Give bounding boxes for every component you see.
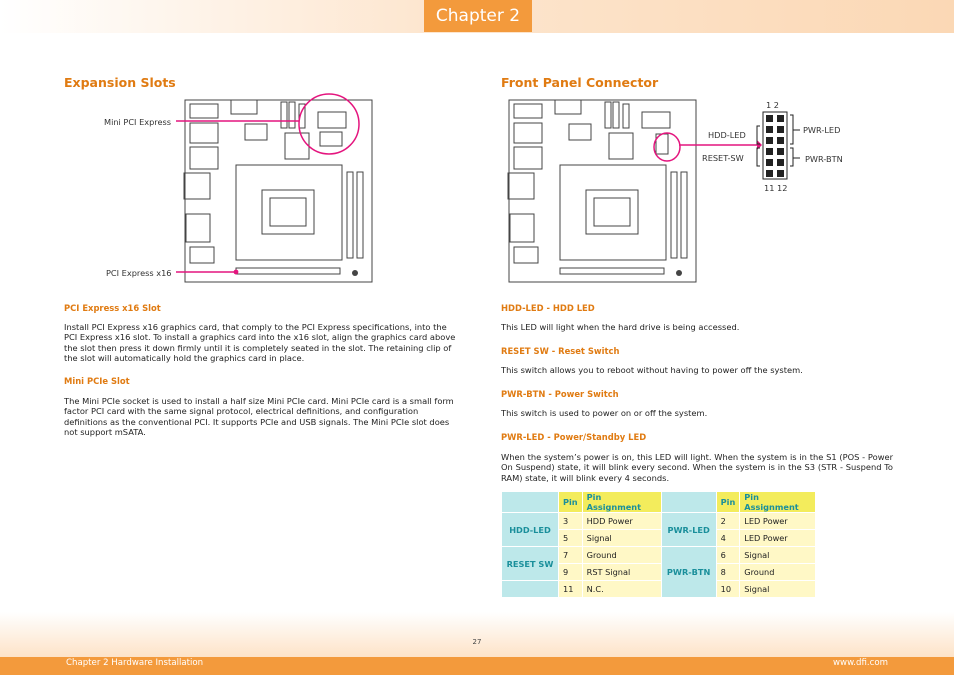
pin-label-top: 1 2: [766, 100, 780, 110]
pcie-x16-text: Install PCI Express x16 graphics card, that comply to the PCI Express specifications, into the PCI Express x16 slot. To install a graphics card into the x16 slot, align the graphics card above the slot then press it down firmly until it is completely seated in the slot. The retaining clip of the slot will automatically hold the graphics card in place.: [64, 322, 456, 364]
pwr-led-text: When the system’s power is on, this LED will light. When the system is in the S1 (POS - Power On Suspend) state, it will blink every second. When the system is in the S3 (STR - Suspend To RAM) state, it will blink every 4 seconds.: [501, 452, 893, 483]
front-panel-title: Front Panel Connector: [501, 75, 659, 90]
label-reset-sw: RESET-SW: [702, 153, 744, 163]
group-pwr-led: PWR-LED: [661, 513, 716, 547]
label-hdd-led: HDD-LED: [708, 130, 746, 140]
chapter-tab: Chapter 2: [424, 0, 532, 32]
group-pwr-btn: PWR-BTN: [661, 547, 716, 598]
label-pwr-led: PWR-LED: [803, 125, 841, 135]
assignment-cell: N.C.: [582, 581, 661, 598]
pwr-btn-text: This switch is used to power on or off the system.: [501, 408, 708, 418]
group-reset-sw: RESET SW: [502, 547, 559, 581]
pin-cell: 11: [559, 581, 583, 598]
pwr-led-heading: PWR-LED - Power/Standby LED: [501, 432, 647, 442]
pcie-x16-heading: PCI Express x16 Slot: [64, 303, 161, 313]
pin-assignment-table: [501, 491, 816, 598]
pwr-btn-heading: PWR-BTN - Power Switch: [501, 389, 619, 399]
header-blank: [661, 492, 716, 513]
assignment-cell: LED Power: [740, 530, 816, 547]
callout-pci-express-x16: PCI Express x16: [106, 268, 172, 278]
reset-sw-heading: RESET SW - Reset Switch: [501, 346, 620, 356]
pin-cell: 2: [716, 513, 740, 530]
group-blank: [502, 581, 559, 598]
hdd-led-text: This LED will light when the hard drive is being accessed.: [501, 322, 740, 332]
table-row: [502, 581, 816, 598]
page-number: 27: [472, 638, 482, 646]
label-pwr-btn: PWR-BTN: [805, 154, 843, 164]
assignment-cell: HDD Power: [582, 513, 661, 530]
footer-website-link[interactable]: www.dfi.com: [833, 658, 888, 668]
table-row: [502, 547, 816, 564]
hdd-led-heading: HDD-LED - HDD LED: [501, 303, 595, 313]
reset-sw-text: This switch allows you to reboot without having to power off the system.: [501, 365, 803, 375]
mini-pcie-heading: Mini PCIe Slot: [64, 376, 130, 386]
group-hdd-led: HDD-LED: [502, 513, 559, 547]
expansion-slots-title: Expansion Slots: [64, 75, 176, 90]
header-assignment: Pin Assignment: [582, 492, 661, 513]
pin-cell: 8: [716, 564, 740, 581]
callout-mini-pci-express: Mini PCI Express: [104, 117, 172, 127]
header-assignment: Pin Assignment: [740, 492, 816, 513]
pin-cell: 5: [559, 530, 583, 547]
header-pin: Pin: [716, 492, 740, 513]
pin-cell: 6: [716, 547, 740, 564]
header-blank: [502, 492, 559, 513]
pin-cell: 4: [716, 530, 740, 547]
pin-cell: 7: [559, 547, 583, 564]
pin-cell: 10: [716, 581, 740, 598]
assignment-cell: Ground: [582, 547, 661, 564]
assignment-cell: RST Signal: [582, 564, 661, 581]
header-pin: Pin: [559, 492, 583, 513]
table-row: [502, 513, 816, 530]
mini-pcie-text: The Mini PCIe socket is used to install a half size Mini PCIe card. Mini PCIe card is a small form factor PCI card with the same signal protocol, electrical definitions, and configuration definitions as the conventional PCI. It supports PCIe and USB signals. The Mini PCIe slot does not support mSATA.: [64, 396, 454, 438]
assignment-cell: Signal: [582, 530, 661, 547]
assignment-cell: Signal: [740, 581, 816, 598]
pin-cell: 9: [559, 564, 583, 581]
assignment-cell: LED Power: [740, 513, 816, 530]
pin-label-bottom: 11 12: [764, 183, 788, 193]
pin-cell: 3: [559, 513, 583, 530]
footer-chapter-text: Chapter 2 Hardware Installation: [66, 658, 204, 668]
assignment-cell: Signal: [740, 547, 816, 564]
footer-band: [0, 612, 954, 657]
table-header-row: [502, 492, 816, 513]
assignment-cell: Ground: [740, 564, 816, 581]
